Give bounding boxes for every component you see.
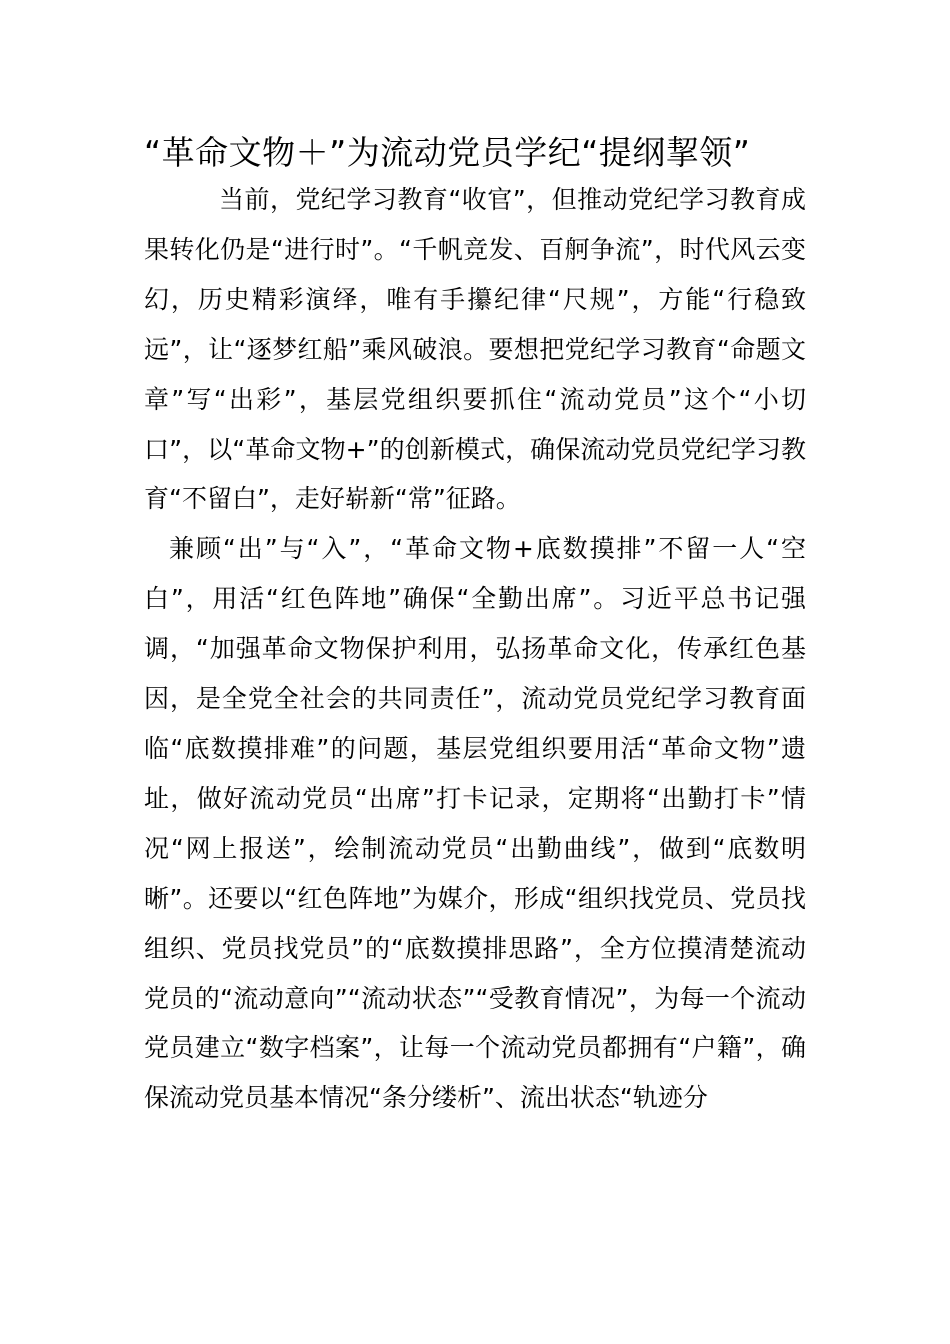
article-body [144,175,806,1123]
paragraph-2: 兼顾“出”与“入”，“革命文物+底数摸排”不留一人“空白”，用活“红色阵地”确保“全勤出席”。习近平总书记强调，“加强革命文物保护利用，弘扬革命文化，传承红色基因，是全党全社会的共同责任”，流动党员党纪学习教育面临“底数摸排难”的问题，基层党组织要用活“革命文物”遗址，做好流动党员“出席”打卡记录，定期将“出勤打卡”情况“网上报送”，绘制流动党员“出勤曲线”，做到“底数明晰”。还要以“红色阵地”为媒介，形成“组织找党员、党员找组织、党员找党员”的“底数摸排思路”，全方位摸清楚流动党员的“流动意向”“流动状态”“受教育情况”，为每一个流动党员建立“数字档案”，让每一个流动党员都拥有“户籍”，确保流动党员基本情况“条分缕析”、流出状态“轨迹分 [144,534,806,1113]
article-title: “革命文物＋”为流动党员学纪“提纲挈领” [144,133,751,172]
paragraph-1: 当前，党纪学习教育“收官”，但推动党纪学习教育成果转化仍是“进行时”。“千帆竞发、百舸争流”，时代风云变幻，历史精彩演绎，唯有手攥纪律“尺规”，方能“行稳致远”，让“逐梦红船”乘风破浪。要想把党纪学习教育“命题文章”写“出彩”，基层党组织要抓住“流动党员”这个“小切口”，以“革命文物+”的创新模式，确保流动党员党纪学习教育“不留白”，走好崭新“常”征路。 [144,185,806,514]
